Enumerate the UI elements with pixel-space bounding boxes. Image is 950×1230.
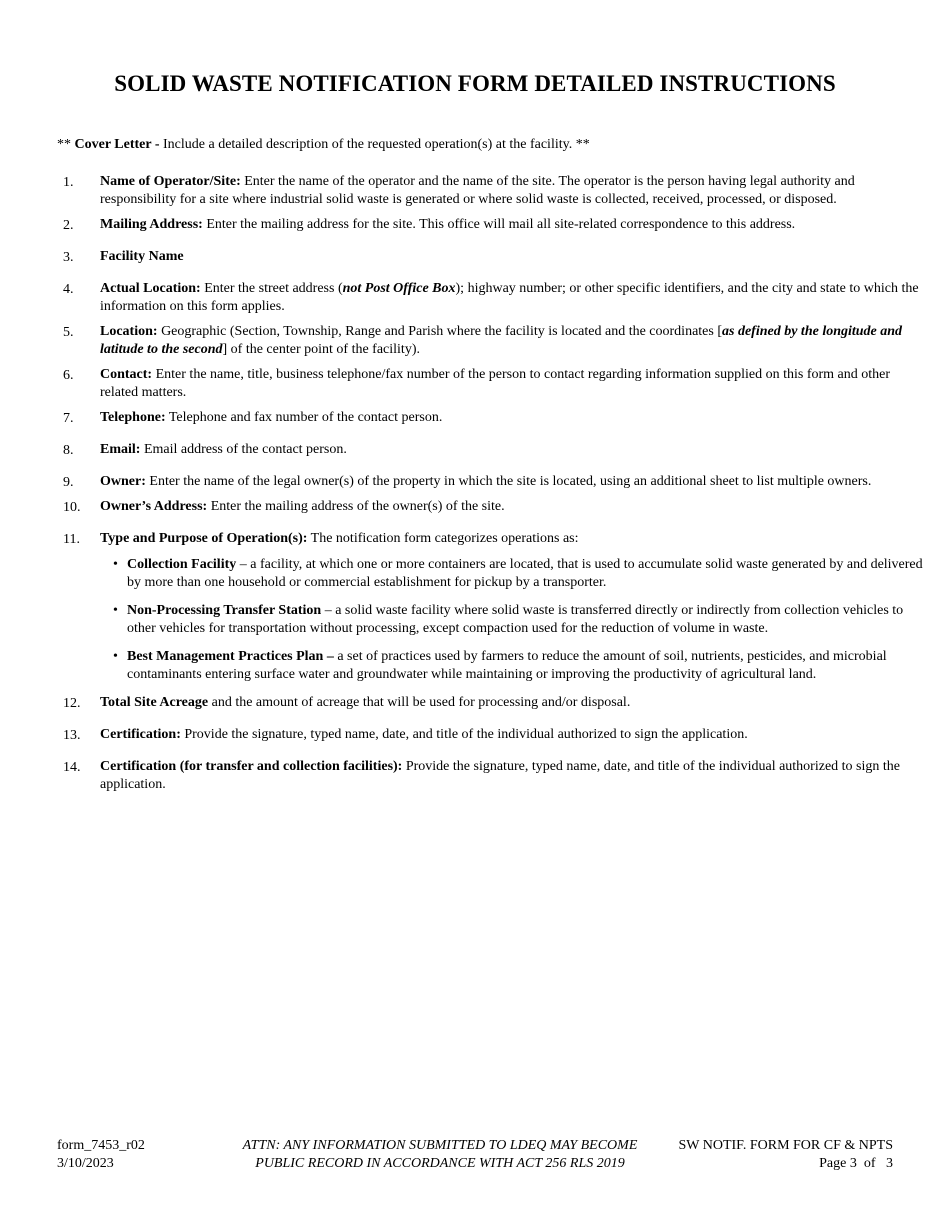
item-label: Telephone: [100,410,166,425]
bullet-text: – a facility, at which one or more containers are located, that is used to accumulate solid waste generated by and delivered by more than one household or commercial establishment for pickup by a transporter. [127,557,923,590]
item-text: Enter the name, title, business telephone/fax number of the person to contact regarding information supplied on this form and other related matters. [100,367,891,400]
item-text: Geographic (Section, Township, Range and Parish where the facility is located and the coordinates [ [157,324,722,339]
item-label: Certification (for transfer and collection facilities): [100,759,403,774]
item-number: 8. [63,443,74,458]
item-text: ); highway number; or other specific identifiers, and the city and state to which the information on this form applies. [100,281,919,314]
item-number: 5. [63,325,74,340]
footer-attn-line-2: PUBLIC RECORD IN ACCORDANCE WITH ACT 256 RLS 2019 [255,1156,625,1171]
item-label: Name of Operator/Site: [100,174,241,189]
item-label: Facility Name [100,249,184,264]
cover-text: Include a detailed description of the requested operation(s) at the facility. ** [159,137,590,152]
item-label: Mailing Address: [100,217,203,232]
instruction-item-3 [57,248,923,266]
instruction-item-1 [57,173,923,209]
item-label: Owner’s Address: [100,499,208,514]
item-text: Email address of the contact person. [140,442,347,457]
item-text: Telephone and fax number of the contact person. [165,410,443,425]
bullet-text: a set of practices used by farmers to reduce the amount of soil, nutrients, pesticides, and microbial contaminants entering surface water and groundwater while maintaining or improving the productivity of agricultural land. [127,649,887,682]
item-label: Type and Purpose of Operation(s): [100,531,308,546]
item-text: ] of the center point of the facility). [222,342,420,357]
item-label: Location: [100,324,158,339]
instruction-item-11 [57,530,923,684]
footer-date: 3/10/2023 [57,1156,114,1171]
item-number: 14. [63,760,81,775]
item-number: 6. [63,368,74,383]
item-number: 13. [63,728,81,743]
item-label: Email: [100,442,141,457]
instruction-item-13 [57,726,923,744]
instruction-item-14 [57,758,923,794]
item-label: Contact: [100,367,153,382]
instruction-item-4 [57,280,923,316]
bullet-label: Best Management Practices Plan – [127,649,334,664]
cover-prefix: ** [57,137,75,152]
item-number: 10. [63,500,81,515]
item-number: 7. [63,411,74,426]
footer-form-title: SW NOTIF. FORM FOR CF & NPTS [678,1138,893,1153]
bullet-icon: • [113,557,118,572]
instruction-item-10 [57,498,923,516]
item-number: 1. [63,175,74,190]
bullet-text: – a solid waste facility where solid waste is transferred directly or indirectly from collection vehicles to other vehicles for transportation without processing, except compaction used for the reduction of volume in waste. [127,603,904,636]
instruction-item-6 [57,366,923,402]
footer-page-info [678,1137,893,1173]
item-emphasis: not Post Office Box [342,281,456,296]
bullet-icon: • [113,649,118,664]
footer-attn-line-1: ATTN: ANY INFORMATION SUBMITTED TO LDEQ MAY BECOME [242,1138,638,1153]
instruction-item-7 [57,409,923,427]
instruction-item-2 [57,216,923,234]
footer-form-id: form_7453_r02 [57,1138,145,1153]
bullet-label: Non-Processing Transfer Station [127,603,322,618]
operation-type-transfer-station [100,602,923,638]
operation-type-bmp-plan [100,648,923,684]
instruction-item-5 [57,323,923,359]
item-number: 11. [63,532,80,547]
item-number: 4. [63,282,74,297]
instruction-item-12 [57,694,923,712]
cover-letter-note [57,136,917,154]
page-title: SOLID WASTE NOTIFICATION FORM DETAILED INSTRUCTIONS [114,71,836,96]
item-label: Actual Location: [100,281,201,296]
instruction-item-8 [57,441,923,459]
item-text: Provide the signature, typed name, date, and title of the individual authorized to sign the application. [180,727,748,742]
item-number: 3. [63,250,74,265]
instruction-list [57,173,923,801]
cover-label: Cover Letter - [74,137,160,152]
instruction-item-9 [57,473,923,491]
item-text: The notification form categorizes operations as: [307,531,579,546]
item-text: Provide the signature, typed name, date, and title of the individual authorized to sign the application. [100,759,900,792]
item-text: Enter the name of the legal owner(s) of the property in which the site is located, using an additional sheet to list multiple owners. [145,474,872,489]
item-text: Enter the name of the operator and the name of the site. The operator is the person having legal authority and responsibility for a site where industrial solid waste is generated or where solid waste is collected, received, processed, or disposed. [100,174,855,207]
footer-page-number: Page 3 of 3 [819,1156,893,1171]
item-number: 2. [63,218,74,233]
page-footer [57,1137,893,1177]
operation-type-list [100,556,923,684]
item-text: Enter the street address ( [200,281,343,296]
item-label: Owner: [100,474,146,489]
item-text: Enter the mailing address for the site. This office will mail all site-related correspondence to this address. [202,217,796,232]
bullet-label: Collection Facility [127,557,237,572]
item-number: 12. [63,696,81,711]
footer-form-info [57,1137,145,1173]
bullet-icon: • [113,603,118,618]
item-text: and the amount of acreage that will be used for processing and/or disposal. [208,695,631,710]
item-label: Total Site Acreage [100,695,209,710]
item-emphasis: as defined by the longitude and latitude to the second [100,324,903,357]
operation-type-collection-facility [100,556,923,592]
footer-attn-notice [181,1137,699,1173]
item-text: Enter the mailing address of the owner(s) of the site. [207,499,505,514]
item-label: Certification: [100,727,181,742]
item-number: 9. [63,475,74,490]
